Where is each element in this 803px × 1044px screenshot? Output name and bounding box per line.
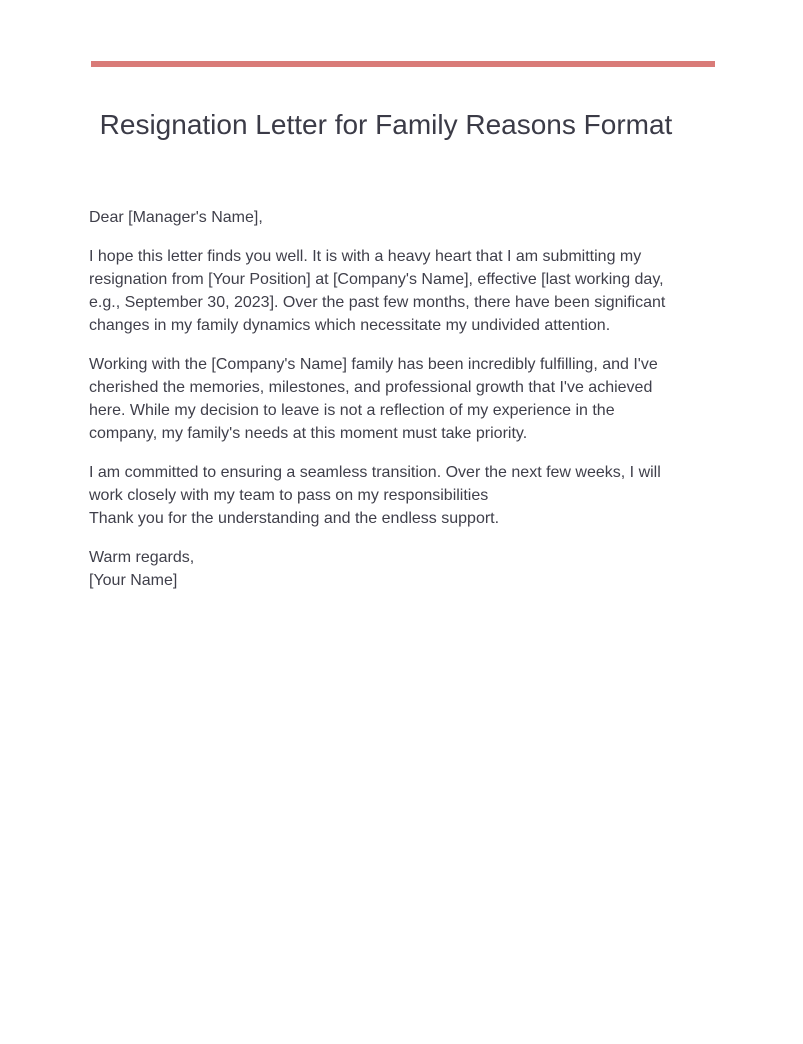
closing: Warm regards, bbox=[89, 549, 195, 566]
paragraph-gratitude: Working with the [Company's Name] family has been incredibly fulfilling, and I've cherished the memories, milestones, and professional growth that I've achieved here. While my decision to leave is not a reflection of my experience in the company, my family's needs at this moment must take priority. bbox=[89, 356, 658, 442]
salutation: Dear [Manager's Name], bbox=[89, 209, 263, 226]
paragraph-transition: I am committed to ensuring a seamless transition. Over the next few weeks, I will work closely with my team to pass on my responsibilities bbox=[89, 464, 661, 504]
paragraph-thanks: Thank you for the understanding and the endless support. bbox=[89, 510, 500, 527]
signature: [Your Name] bbox=[89, 572, 178, 589]
closing-block bbox=[89, 546, 679, 592]
letter-body bbox=[89, 206, 679, 608]
paragraph-intro: I hope this letter finds you well. It is with a heavy heart that I am submitting my resignation from [Your Position] at [Company's Name], effective [last working day, e.g., September 30, 2023]. Over the past few months, there have been significant changes in my family dynamics which necessitate my undivided attention. bbox=[89, 248, 666, 334]
page-title: Resignation Letter for Family Reasons Format bbox=[99, 109, 673, 140]
top-accent-rule bbox=[91, 61, 715, 67]
